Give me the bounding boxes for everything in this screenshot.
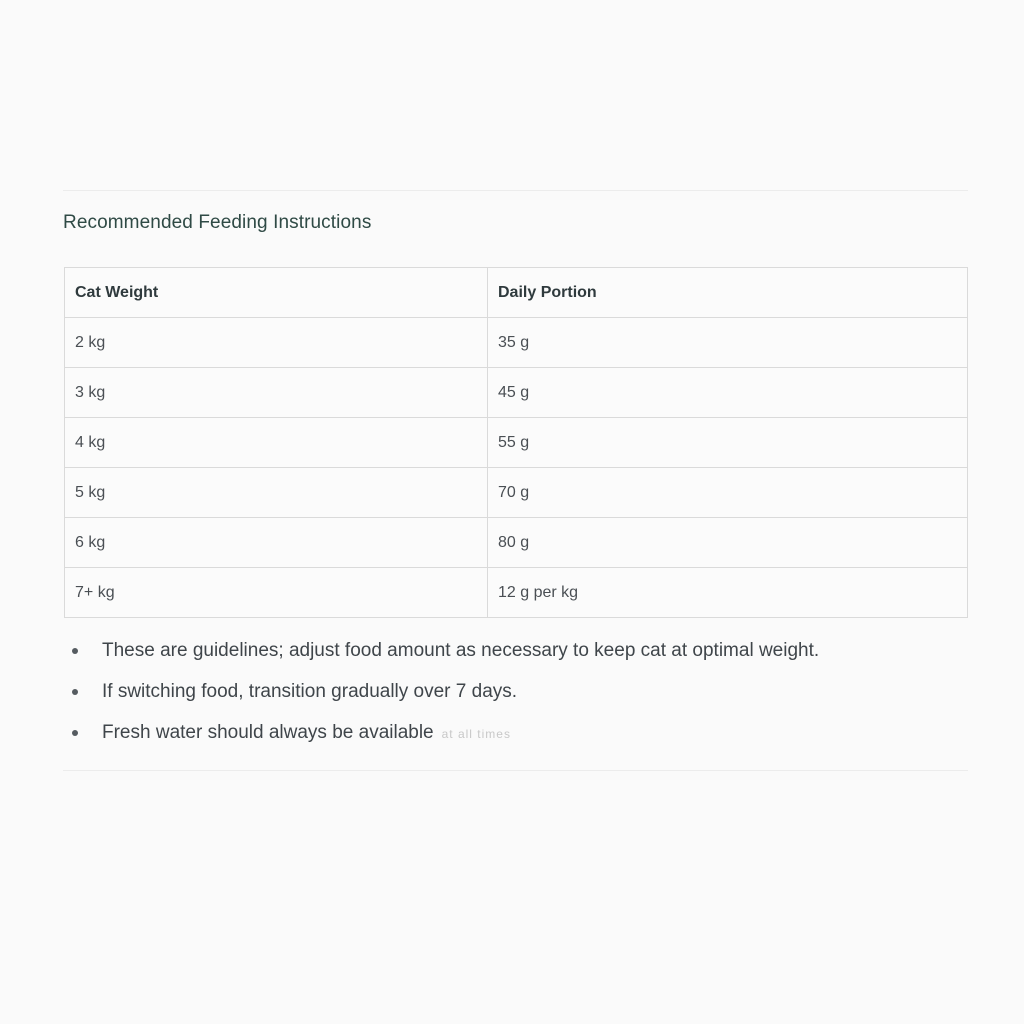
top-divider [63, 190, 968, 191]
cell-portion: 55 g [488, 418, 968, 468]
feeding-notes-list [72, 632, 819, 755]
cell-weight: 3 kg [65, 368, 488, 418]
note-text: If switching food, transition gradually over 7 days. [102, 681, 518, 702]
bullet-icon [72, 730, 78, 736]
note-trailing-text: at all times [441, 727, 511, 741]
note-text: Fresh water should always be available [102, 722, 434, 743]
cell-portion: 70 g [488, 468, 968, 518]
cell-weight: 4 kg [65, 418, 488, 468]
list-item [72, 714, 819, 755]
table-row [65, 518, 968, 568]
bullet-icon [72, 689, 78, 695]
table-row [65, 568, 968, 618]
table-header-row [65, 268, 968, 318]
table-row [65, 468, 968, 518]
note-text: These are guidelines; adjust food amount as necessary to keep cat at optimal weight. [102, 640, 820, 661]
table-row [65, 318, 968, 368]
feeding-table [64, 267, 968, 618]
header-cat-weight: Cat Weight [65, 268, 488, 318]
cell-portion: 35 g [488, 318, 968, 368]
list-item [72, 632, 819, 673]
section-title: Recommended Feeding Instructions [63, 212, 372, 233]
cell-weight: 2 kg [65, 318, 488, 368]
table-row [65, 368, 968, 418]
cell-portion: 45 g [488, 368, 968, 418]
header-daily-portion: Daily Portion [488, 268, 968, 318]
cell-weight: 6 kg [65, 518, 488, 568]
bullet-icon [72, 648, 78, 654]
cell-portion: 80 g [488, 518, 968, 568]
cell-portion: 12 g per kg [488, 568, 968, 618]
list-item [72, 673, 819, 714]
cell-weight: 7+ kg [65, 568, 488, 618]
cell-weight: 5 kg [65, 468, 488, 518]
bottom-divider [63, 770, 968, 771]
table-row [65, 418, 968, 468]
